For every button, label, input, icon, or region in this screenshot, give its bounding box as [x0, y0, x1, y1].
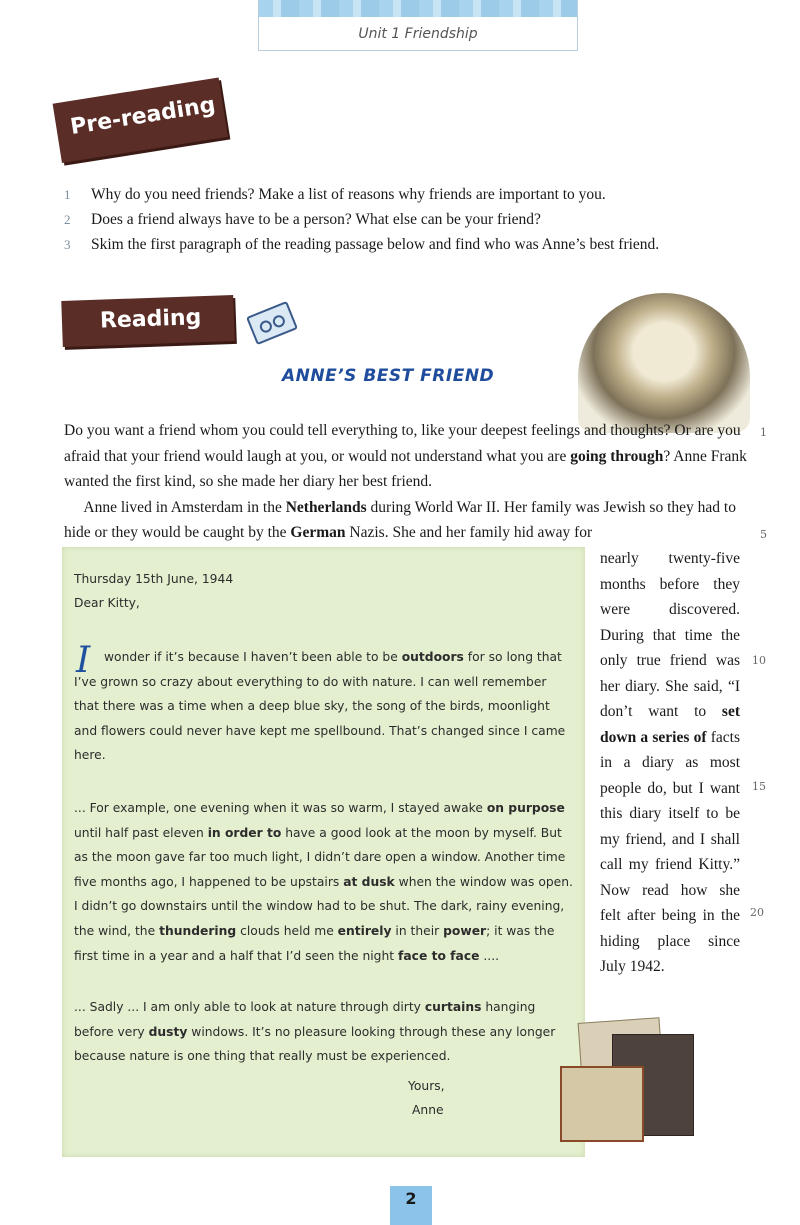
line-number: 20 [750, 906, 764, 919]
diary-paragraph: ... For example, one evening when it was so warm, I stayed awake on purpose until half past eleven in order to have a good look at the moon by myself. But as the moon gave far too much light, I didn’t dare open a window. Another time five months ago, I happened to be upstairs at dusk when the window was open. I didn’t go downstairs until the window had to be shut. The dark, rainy evening, the wind, the thundering clouds held me entirely in their power; it was the first time in a year and a half that I’d seen the night face to face .... [74, 801, 573, 963]
diary-signature: Anne [412, 1103, 444, 1117]
line-number: 10 [752, 654, 766, 667]
question-number: 3 [64, 237, 71, 252]
diary-salutation: Dear Kitty, [74, 596, 140, 610]
story-column: nearly twenty-five months before they were discovered. During that time the only true friend was her diary. She said, “I don’t want to set down a series of facts in a diary as most people do, but I want this diary itself to be my friend, and I shall call my friend Kitty.” Now read how she felt after being in the hiding place since July 1942. [600, 550, 740, 975]
question-number: 1 [64, 187, 71, 202]
line-number: 5 [760, 528, 767, 541]
line-number: 15 [752, 780, 766, 793]
question-number: 2 [64, 212, 71, 227]
prereading-banner [53, 77, 228, 163]
story-title: ANNE’S BEST FRIEND [282, 366, 495, 386]
question-text: Skim the first paragraph of the reading passage below and find who was Anne’s best friend. [91, 236, 660, 253]
story-paragraph: Do you want a friend whom you could tell everything to, like your deepest feelings and thoughts? Or are you afraid that your friend would laugh at you, or would not understand what you are going through? Anne Frank wanted the first kind, so she made her diary her best friend. Anne lived in Amsterdam in the Netherlands during World War II. Her family was Jewish so they had to hide or they would be caught by the German Nazis. She and her family hid away for [64, 422, 747, 541]
unit-header [258, 0, 578, 51]
line-number: 1 [760, 426, 767, 439]
diary-paragraph: wonder if it’s because I haven’t been able to be outdoors for so long that I’ve grown so crazy about everything to do with nature. I can well remember that there was a time when a deep blue sky, the song of the birds, moonlight and flowers could never have kept me spellbound. That’s changed since I came here. [74, 650, 566, 763]
cassette-icon [246, 301, 298, 345]
question-text: Does a friend always have to be a person? What else can be your friend? [91, 211, 541, 228]
page-number: 2 [390, 1186, 432, 1225]
diary-closing: Yours, [408, 1079, 445, 1093]
question-item [64, 186, 764, 211]
diary-open-image [560, 1066, 644, 1142]
question-text: Why do you need friends? Make a list of reasons why friends are important to you. [91, 186, 606, 203]
diary-dropcap: I [76, 640, 91, 681]
header-decor-band [259, 0, 577, 17]
diary-excerpt [62, 547, 585, 1157]
question-item [64, 236, 764, 261]
anne-frank-portrait [578, 293, 750, 433]
unit-title: Unit 1 Friendship [358, 26, 478, 42]
prereading-questions [64, 186, 764, 261]
reading-banner-label: Reading [99, 305, 202, 334]
prereading-banner-label: Pre-reading [68, 92, 218, 141]
reading-banner [61, 295, 235, 347]
diary-date: Thursday 15th June, 1944 [74, 572, 234, 586]
question-item [64, 211, 764, 236]
diary-paragraph: ... Sadly ... I am only able to look at nature through dirty curtains hanging before very dusty windows. It’s no pleasure looking through these any longer because nature is one thing that really must be experienced. [74, 1000, 556, 1064]
diary-photo [560, 1020, 694, 1142]
